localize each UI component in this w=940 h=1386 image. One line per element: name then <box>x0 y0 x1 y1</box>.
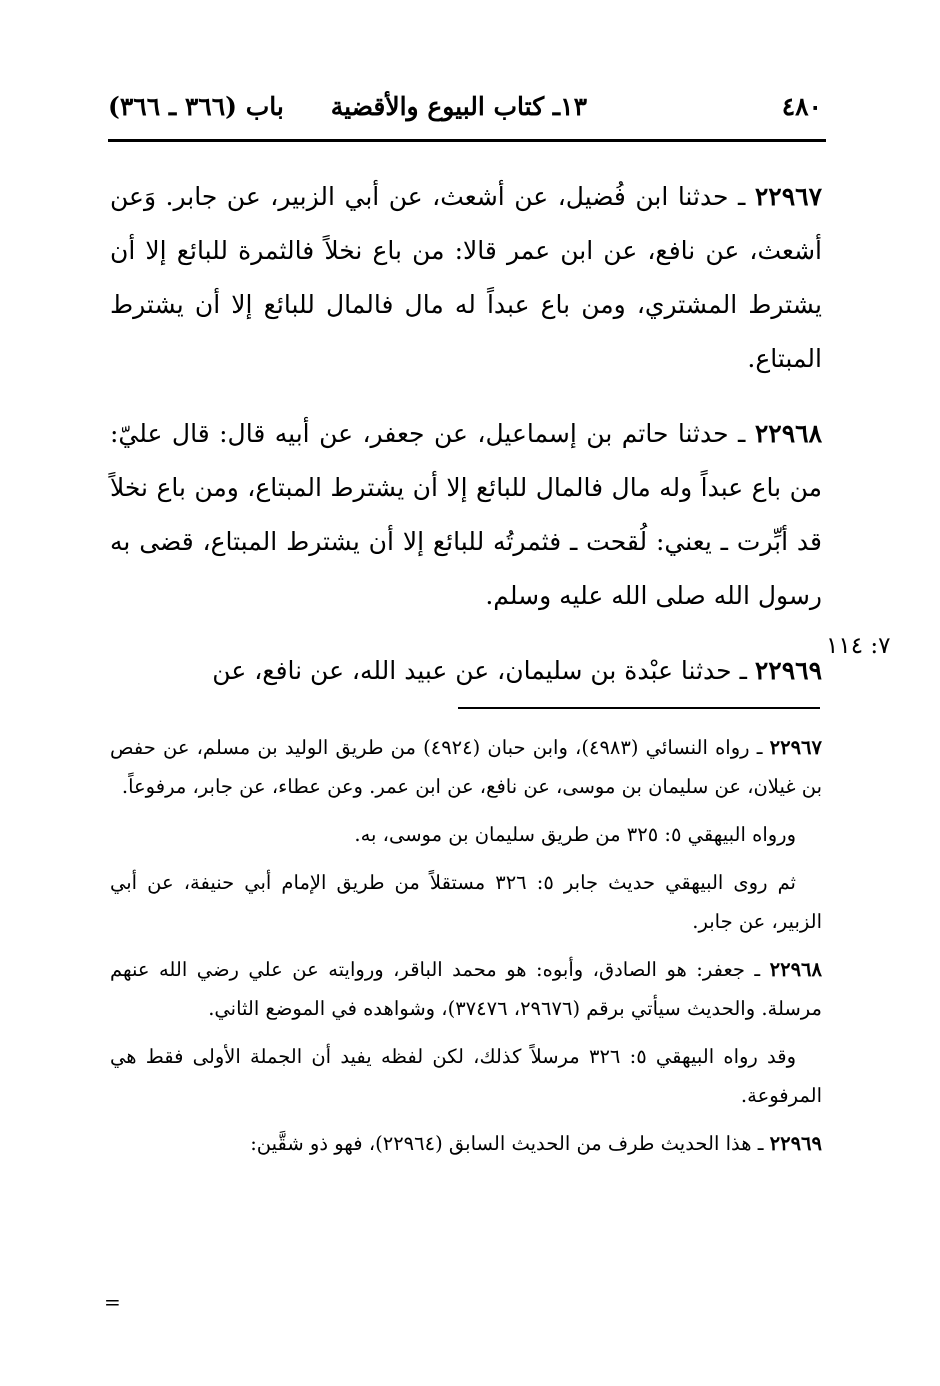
footnote-text: ـ جعفر: هو الصادق، وأبوه: هو محمد الباقر، وروايته عن علي رضي الله عنهم مرسلة. والحديث سيأتي برقم (٢٩٦٧٦، ٣٧٤٧٦)، وشواهده في الموضع الثاني. <box>110 958 822 1020</box>
book-title: ١٣ـ كتاب البيوع والأقضية <box>330 92 587 121</box>
footnote-text: ورواه البيهقي ٥: ٣٢٥ من طريق سليمان بن موسى، به. <box>354 823 796 846</box>
footnotes <box>110 728 822 1172</box>
chapter-title: باب (٣٦٦ ـ ٣٦٦) <box>108 92 284 121</box>
main-text <box>110 170 822 719</box>
hadith-number: ٢٢٩٦٧ <box>754 182 822 211</box>
footnote-number: ٢٢٩٦٨ <box>769 958 823 981</box>
footnote-text: ثم روى البيهقي حديث جابر ٥: ٣٢٦ مستقلاً من طريق الإمام أبي حنيفة، عن أبي الزبير، عن جابر. <box>110 871 822 933</box>
page-number: ٤٨٠ <box>781 92 822 121</box>
footnote-continuation <box>110 1037 822 1115</box>
hadith-number: ٢٢٩٦٩ <box>754 656 822 685</box>
footnote-text: وقد رواه البيهقي ٥: ٣٢٦ مرسلاً كذلك، لكن لفظه يفيد أن الجملة الأولى فقط هي المرفوعة. <box>110 1045 822 1107</box>
footnote-22969 <box>110 1124 822 1163</box>
footnote-text: ـ رواه النسائي (٤٩٨٣)، وابن حبان (٤٩٢٤) من طريق الوليد بن مسلم، عن حفص بن غيلان، عن سليمان بن موسى، عن نافع، عن ابن عمر. وعن عطاء، عن جابر، مرفوعاً. <box>110 736 822 798</box>
hadith-text: ـ حدثنا عبْدة بن سليمان، عن عبيد الله، عن نافع، عن <box>212 656 755 685</box>
hadith-number: ٢٢٩٦٨ <box>754 419 822 448</box>
continuation-mark: = <box>104 1290 121 1314</box>
hadith-22969 <box>110 644 822 698</box>
header-rule <box>108 139 826 142</box>
hadith-text: ـ حدثنا ابن فُضيل، عن أشعث، عن أبي الزبير، عن جابر. وَعن أشعث، عن نافع، عن ابن عمر قالا: من باع نخلاً فالثمرة للبائع إلا أن يشترط المشتري، ومن باع عبداً له مال فالمال للبائع إلا أن يشترط المبتاع. <box>110 182 822 373</box>
footnote-number: ٢٢٩٦٧ <box>769 736 822 759</box>
hadith-text: ـ حدثنا حاتم بن إسماعيل، عن جعفر، عن أبيه قال: قال عليّ: من باع عبداً وله مال فالمال للبائع إلا أن يشترط المبتاع، ومن باع نخلاً قد أبِّرت ـ يعني: لُقحت ـ فثمرتُه للبائع إلا أن يشترط المبتاع، قضى به رسول الله صلى الله عليه وسلم. <box>110 419 822 610</box>
footnote-separator <box>458 707 820 709</box>
footnote-22967 <box>110 728 822 806</box>
footnote-number: ٢٢٩٦٩ <box>769 1132 822 1155</box>
footnote-continuation <box>110 863 822 941</box>
hadith-22967 <box>110 170 822 386</box>
running-header <box>108 92 822 126</box>
footnote-continuation <box>110 815 822 854</box>
footnote-22968 <box>110 950 822 1028</box>
footnote-text: ـ هذا الحديث طرف من الحديث السابق (٢٢٩٦٤)، فهو ذو شقَّين: <box>250 1132 770 1155</box>
hadith-22968 <box>110 407 822 623</box>
margin-volume-reference: ٧: ١١٤ <box>826 633 891 659</box>
